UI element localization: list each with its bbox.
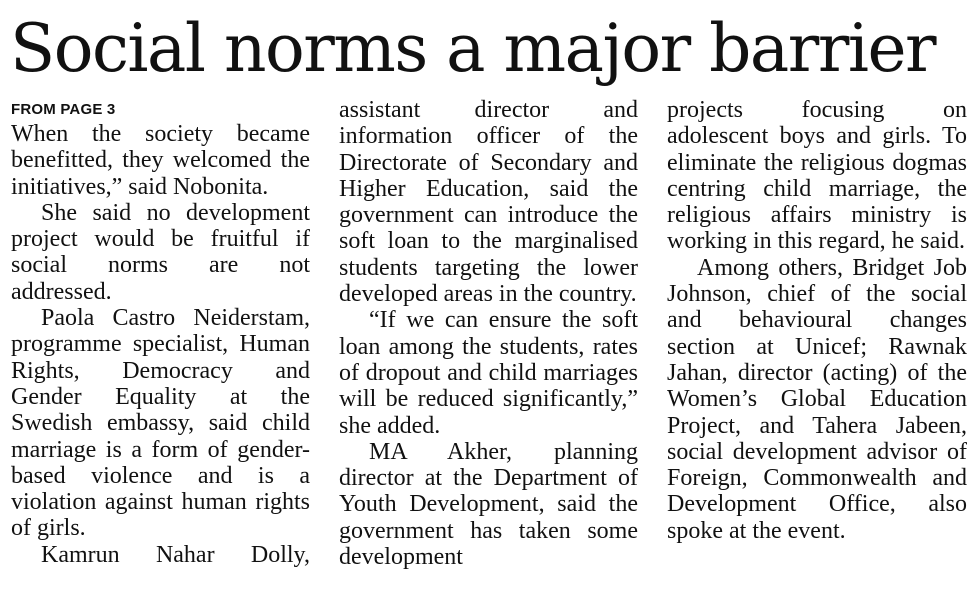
article-column-2 bbox=[339, 97, 638, 570]
paragraph: projects focusing on adolescent boys and girls. To eliminate the religious dogmas centring child marriage, the religious affairs ministry is working in this regard, he said. bbox=[667, 97, 967, 255]
dateline: FROM PAGE 3 bbox=[11, 101, 116, 118]
paragraph: She said no development project would be fruitful if social norms are not addressed. bbox=[11, 199, 310, 305]
paragraph: Among others, Bridget Job Johnson, chief of the social and behavioural changes section at Unicef; Rawnak Jahan, director (acting) of the Women’s Global Education Project, and Tahera Jabeen, social development advisor of Foreign, Commonwealth and Development Office, also spoke at the event. bbox=[667, 254, 967, 544]
paragraph: MA Akher, planning director at the Department of Youth Development, said the government has taken some development bbox=[339, 438, 638, 571]
paragraph: “If we can ensure the soft loan among the students, rates of dropout and child marriages will be reduced significantly,” she added. bbox=[339, 307, 638, 439]
article-column-3 bbox=[667, 97, 967, 544]
article-column-1 bbox=[11, 97, 310, 568]
paragraph: assistant director and information officer of the Directorate of Secondary and Higher Education, said the government can introduce the soft loan to the marginalised students targeting the lower developed areas in the country. bbox=[339, 97, 638, 308]
paragraph: Paola Castro Neiderstam, programme specialist, Human Rights, Democracy and Gender Equality at the Swedish embassy, said child marriage is a form of gender-based violence and is a violation against human rights of girls. bbox=[11, 305, 310, 542]
paragraph: When the society became benefitted, they welcomed the initiatives,” said Nobonita. bbox=[11, 121, 310, 200]
headline: Social norms a major barrier bbox=[10, 10, 936, 87]
paragraph: Kamrun Nahar Dolly, bbox=[41, 541, 310, 568]
